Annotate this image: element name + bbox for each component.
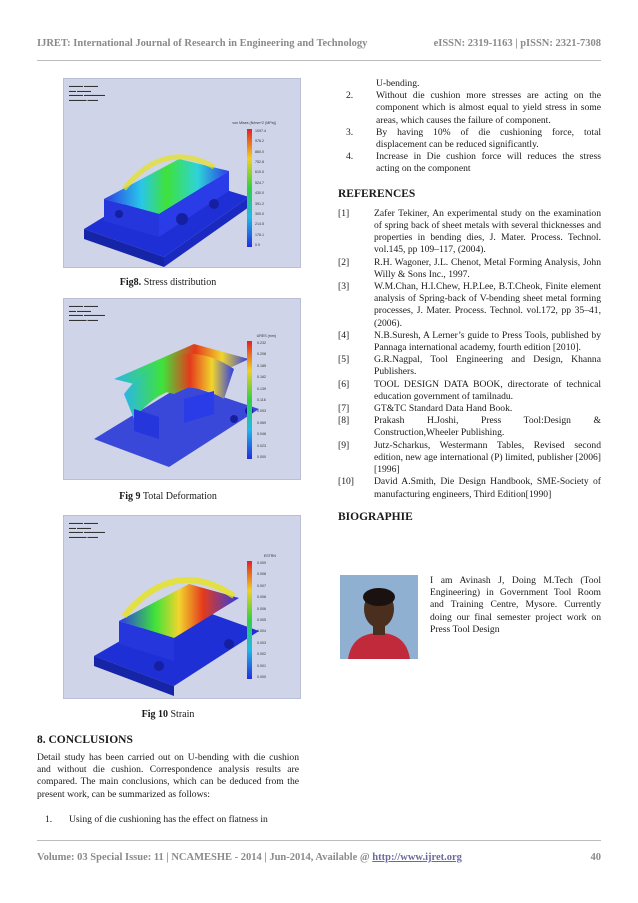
conclusions-paragraph: Detail study has been carried out on U-bending with die cushion and without die cushion. Correspondence analysis results are compared. The main conclusions, which can be deduced from the present work, can be summarized as follows:	[37, 752, 299, 800]
legend-value: 0.9	[255, 242, 260, 247]
figure-8-caption	[37, 277, 299, 288]
legend-value: 976.2	[255, 139, 264, 144]
reference-item	[338, 379, 601, 403]
author-portrait-icon	[340, 575, 418, 659]
reference-number: [4]	[338, 329, 350, 341]
legend-value: 0.000	[257, 454, 266, 459]
reference-item	[338, 476, 601, 500]
figure-info-block: ▬▬▬▬ ▬▬▬▬ ▬▬ ▬▬▬▬ ▬▬▬▬ ▬▬▬▬▬▬ ▬▬▬▬▬ ▬▬▬	[69, 304, 105, 322]
legend-value: 0.093	[257, 409, 266, 414]
reference-text: N.B.Suresh, A Lerner’s guide to Press Tools, published by Pannaga international academy, fourth edition [2010].	[374, 329, 601, 354]
reference-number: [1]	[338, 207, 350, 219]
figure-9-caption	[37, 491, 299, 502]
item-number: 1.	[45, 814, 53, 825]
figure-caption-text: Total Deformation	[142, 491, 217, 502]
figure-info-block: ▬▬▬▬ ▬▬▬▬ ▬▬ ▬▬▬▬ ▬▬▬▬ ▬▬▬▬▬▬ ▬▬▬▬▬ ▬▬▬	[69, 84, 105, 102]
reference-text: R.H. Wagoner, J.L. Chenot, Metal Forming Analysis, John Willy & Sons Inc., 1997.	[374, 256, 601, 280]
reference-text: GT&TC Standard Data Hand Book.	[374, 403, 513, 415]
legend-value: 0.007	[257, 583, 266, 588]
legend-value: 0.139	[257, 386, 266, 391]
reference-number: [7]	[338, 403, 350, 415]
item-text: Without die cushion more stresses are acting on the component which is almost equal to yield stress in some areas, which causes the failure of component.	[376, 90, 601, 126]
reference-text: Prakash H.Joshi, Press Tool:Design & Construction,Wheeler Publishing.	[374, 415, 601, 439]
legend-value: 0.232	[257, 341, 266, 345]
reference-number: [3]	[338, 281, 350, 293]
legend-labels	[257, 341, 266, 459]
footer-rule	[37, 840, 601, 841]
legend-value: 0.208	[257, 352, 266, 357]
reference-text: W.M.Chan, H.I.Chew, H.P.Lee, B.T.Cheok, Finite element analysis of Spring-back of V-bending sheet metal forming processes, J. Mater. Process. Technol. vol.172, pp 35–41, (2006).	[374, 281, 601, 329]
journal-title: IJRET: International Journal of Research in Engineering and Technology	[37, 38, 368, 49]
legend-value: 300.0	[255, 211, 264, 216]
figure-caption-text: Strain	[170, 709, 195, 720]
legend-value: 214.5	[255, 222, 264, 227]
item-number: 4.	[346, 151, 354, 163]
issn: eISSN: 2319-1163 | pISSN: 2321-7308	[433, 38, 601, 49]
legend-labels	[257, 561, 266, 679]
conclusion-item-3	[338, 127, 601, 151]
item-number: 2.	[346, 90, 354, 102]
legend-value: 610.0	[255, 170, 264, 175]
figure-strain-image	[63, 515, 301, 699]
running-header	[37, 38, 601, 49]
right-column	[338, 78, 601, 523]
figure-stress-image	[63, 78, 301, 268]
footer-text: Volume: 03 Special Issue: 11 | NCAMESHE - 2014 | Jun-2014, Available @	[37, 852, 373, 863]
legend-value: 0.006	[257, 595, 266, 600]
legend-value: 0.069	[257, 420, 266, 425]
legend-value: 0.185	[257, 363, 266, 368]
reference-list	[338, 208, 601, 501]
legend-value: 0.162	[257, 375, 266, 380]
conclusion-item-2	[338, 90, 601, 127]
legend-value: 391.2	[255, 201, 264, 206]
reference-number: [9]	[338, 439, 350, 451]
reference-text: TOOL DESIGN DATA BOOK, directorate of technical education government of tamilnadu.	[374, 378, 601, 402]
legend-value: 1097.4	[255, 129, 266, 133]
item-text: By having 10% of die cushioning force, total displacement can be reduced significantly.	[376, 126, 601, 151]
legend-value: 176.1	[255, 232, 264, 237]
reference-number: [6]	[338, 378, 350, 390]
reference-item	[338, 440, 601, 477]
legend-value: 0.002	[257, 652, 266, 657]
biographie-heading: BIOGRAPHIE	[338, 510, 413, 523]
reference-item	[338, 281, 601, 330]
figure-caption-text: Stress distribution	[143, 277, 217, 288]
legend-title: von Mises (N/mm^2 (MPa))	[232, 121, 276, 125]
references-heading: REFERENCES	[338, 187, 416, 200]
reference-item	[338, 257, 601, 281]
reference-text: David A.Smith, Die Design Handbook, SME-Society of manufacturing engineers, Third Edition[1990]	[374, 476, 601, 500]
reference-text: G.R.Nagpal, Tool Engineering and Design, Khanna Publishers.	[374, 354, 601, 378]
figure-info-block: ▬▬▬▬ ▬▬▬▬ ▬▬ ▬▬▬▬ ▬▬▬▬ ▬▬▬▬▬▬ ▬▬▬▬▬ ▬▬▬	[69, 521, 105, 539]
reference-number: [10]	[338, 476, 354, 488]
legend-value: 0.000	[257, 674, 266, 679]
legend-value: 0.006	[257, 606, 266, 611]
legend-value: 860.0	[255, 149, 264, 154]
reference-item	[338, 415, 601, 439]
conclusion-item-4	[338, 151, 601, 175]
reference-item	[338, 403, 601, 415]
legend-value: 752.8	[255, 160, 264, 165]
reference-item	[338, 354, 601, 378]
reference-item	[338, 208, 601, 257]
journal-link[interactable]: http://www.ijret.org	[372, 852, 462, 863]
page-number: 40	[590, 852, 601, 863]
item-text: Increase in Die cushion force will reduces the stress acting on the component	[376, 151, 601, 175]
conclusion-item-1-continued: U-bending.	[376, 78, 420, 89]
biography-text: I am Avinash J, Doing M.Tech (Tool Engineering) in Government Tool Room and Training Centre, Mysore. Currently doing our final semester project work on Press Tool Design	[430, 575, 601, 635]
legend-value: 0.008	[257, 572, 266, 577]
conclusion-item-1: 1. Using of die cushioning has the effect on flatness in	[37, 814, 299, 826]
legend-value: 0.003	[257, 640, 266, 645]
conclusions-heading: 8. CONCLUSIONS	[37, 734, 133, 746]
figure-10-caption	[37, 709, 299, 720]
author-photo	[340, 575, 418, 659]
legend-value: 0.009	[257, 561, 266, 565]
legend-labels	[255, 129, 266, 247]
reference-number: [8]	[338, 415, 350, 427]
legend-title: URES (mm)	[256, 334, 276, 338]
running-footer	[37, 852, 601, 863]
reference-number: [2]	[338, 256, 350, 268]
figure-label: Fig 10	[141, 709, 168, 720]
legend-value: 0.001	[257, 663, 266, 668]
figure-label: Fig 9	[119, 491, 141, 502]
reference-text: Zafer Tekiner, An experimental study on the examination of spring back of sheet metals with several thicknesses and properties in bending dies, J. Mater. Process. Technol. vol.145, pp 109–117, (2004).	[374, 207, 601, 256]
legend-value: 0.046	[257, 432, 266, 437]
header-rule	[37, 60, 601, 61]
legend-value: 430.0	[255, 191, 264, 196]
item-number: 3.	[346, 126, 354, 138]
figure-label: Fig8.	[119, 277, 142, 288]
legend-value: 524.7	[255, 180, 264, 185]
legend-value: 0.004	[257, 629, 266, 634]
reference-item	[338, 330, 601, 354]
legend-value: 0.023	[257, 443, 266, 448]
reference-number: [5]	[338, 354, 350, 366]
reference-text: Jutz-Scharkus, Westermann Tables, Revised second edition, new age international (P) limited, publisher [2006] [1996]	[374, 439, 601, 476]
legend-title: ESTRN	[263, 554, 276, 558]
figure-deformation-image	[63, 298, 301, 480]
legend-value: 0.116	[257, 397, 266, 402]
legend-value: 0.005	[257, 617, 266, 622]
